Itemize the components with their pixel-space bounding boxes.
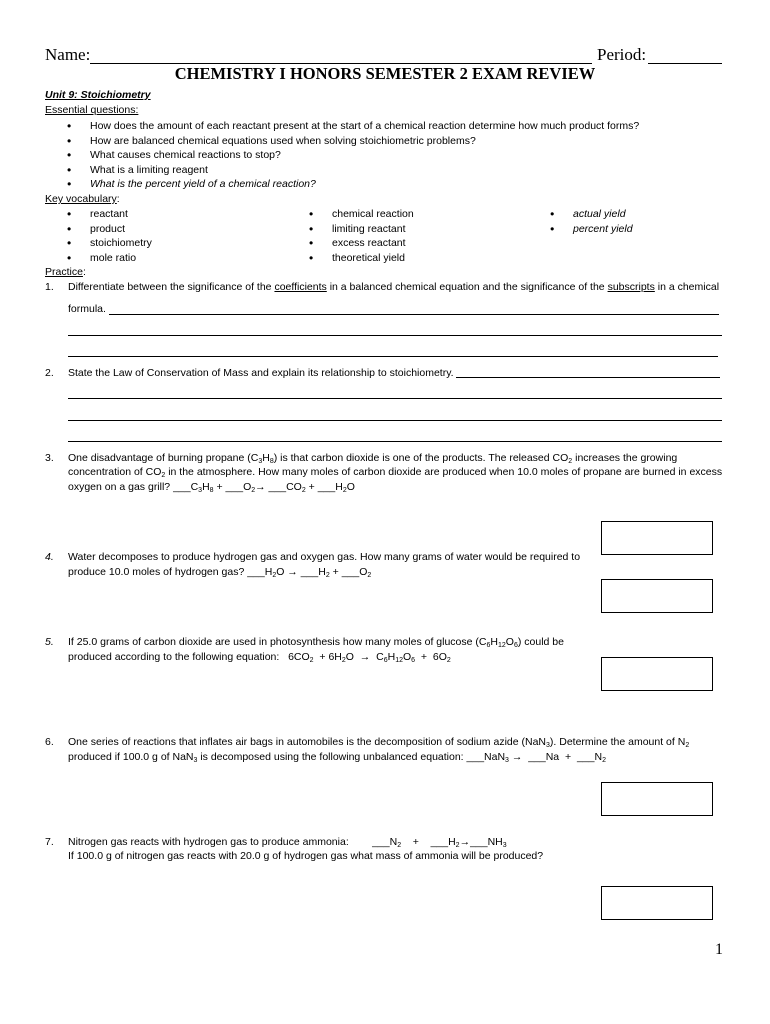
period-label: Period: — [597, 45, 647, 64]
question-number: 1. — [45, 281, 54, 293]
vocab-item: • stoichiometry — [90, 236, 152, 251]
question-5-text: If 25.0 grams of carbon dioxide are used in photosynthesis how many moles of glucose $(C_6H_{12}O_6)$ could be — [68, 636, 564, 649]
vocab-item: • excess reactant — [332, 236, 406, 251]
essential-questions-label: Essential questions: — [45, 104, 139, 116]
question-7-text-cont: If 100.0 g of nitrogen gas reacts with 20.0 g of hydrogen gas what mass of ammonia will be produced? — [68, 850, 544, 862]
answer-line[interactable] — [68, 420, 722, 421]
page-number: 1 — [715, 941, 723, 958]
unit-title: Unit 9: Stoichiometry — [45, 89, 151, 101]
answer-line[interactable] — [68, 356, 718, 357]
answer-box[interactable] — [601, 886, 713, 920]
vocab-item: • actual yield — [573, 207, 626, 222]
practice-label: Practice: — [45, 266, 86, 278]
vocab-item: • chemical reaction — [332, 207, 414, 222]
question-number: 2. — [45, 367, 54, 379]
name-label: Name: — [45, 45, 91, 64]
essential-question: • How does the amount of each reactant present at the start of a chemical reaction determine how much product forms? — [90, 119, 639, 134]
question-6-equation: produced if 100.0 g of NaN$_3$ is decomposed using the following unbalanced equation: ___NaN$_3$ → ___Na + $\_\_\_N_2$ — [68, 751, 606, 764]
question-number: 3. — [45, 452, 54, 464]
question-7-text: Nitrogen gas reacts with hydrogen gas to produce ammonia: $\_\_\_N_2$ + $\_\_\_H_2\to\_\_\_NH_3$ — [68, 836, 507, 849]
answer-line[interactable] — [109, 314, 719, 315]
answer-line[interactable] — [68, 335, 722, 336]
answer-box[interactable] — [601, 782, 713, 816]
essential-question: • What is a limiting reagent — [90, 163, 208, 178]
vocab-item: • mole ratio — [90, 251, 136, 266]
question-number: 5. — [45, 636, 54, 648]
answer-line[interactable] — [456, 377, 720, 378]
vocab-item: • limiting reactant — [332, 222, 406, 237]
answer-box[interactable] — [601, 579, 713, 613]
vocab-item: • theoretical yield — [332, 251, 405, 266]
question-3-equation: oxygen on a gas grill? $\_\_\_C_3H_8$ + $\_\_\_O_2\to$ $\_\_\_CO_2$ + $\_\_\_H_2O$ — [68, 481, 355, 494]
page-title: CHEMISTRY I HONORS SEMESTER 2 EXAM REVIEW — [174, 64, 596, 83]
essential-question: • What causes chemical reactions to stop? — [90, 148, 281, 163]
question-4-text: Water decomposes to produce hydrogen gas and oxygen gas. How many grams of water would be required to — [68, 551, 581, 563]
question-number: 7. — [45, 836, 54, 848]
question-number: 4. — [45, 551, 54, 563]
essential-question: • How are balanced chemical equations used when solving stoichiometric problems? — [90, 134, 476, 149]
question-number: 6. — [45, 736, 54, 748]
question-3-text: One disadvantage of burning propane $(C_3H_8)$ is that carbon dioxide is one of the products. The released $CO_2$ increases the growing — [68, 452, 678, 465]
question-4-equation: produce 10.0 moles of hydrogen gas? $\_\_\_H_2O$ → $\_\_\_H_2$ + $\_\_\_O_2$ — [68, 566, 372, 579]
vocab-item: • percent yield — [573, 222, 633, 237]
question-1-text: Differentiate between the significance of the coefficients in a balanced chemical equation and the significance of the subscripts in a chemical — [68, 281, 720, 293]
answer-line[interactable] — [68, 441, 722, 442]
question-3-text-cont: concentration of $CO_2$ in the atmosphere. How many moles of carbon dioxide are produced when 10.0 moles of propane are burned in excess — [68, 466, 723, 479]
answer-box[interactable] — [601, 657, 713, 691]
question-1-text-cont: formula. — [68, 303, 106, 315]
vocab-item: • product — [90, 222, 125, 237]
key-vocabulary-label: Key vocabulary: — [45, 193, 120, 205]
vocab-item: • reactant — [90, 207, 128, 222]
question-6-text: One series of reactions that inflates air bags in automobiles is the decomposition of sodium azide (NaN$_3$). Determine the amount of $N_2$ — [68, 736, 690, 749]
essential-question: • What is the percent yield of a chemical reaction? — [90, 177, 316, 192]
question-5-equation: produced according to the following equation: $6CO_2 + 6H_2O \to C_6H_{12}O_6 + 6O_2$ — [68, 651, 451, 664]
question-2-text: State the Law of Conservation of Mass and explain its relationship to stoichiometry. — [68, 367, 454, 379]
answer-line[interactable] — [68, 398, 722, 399]
